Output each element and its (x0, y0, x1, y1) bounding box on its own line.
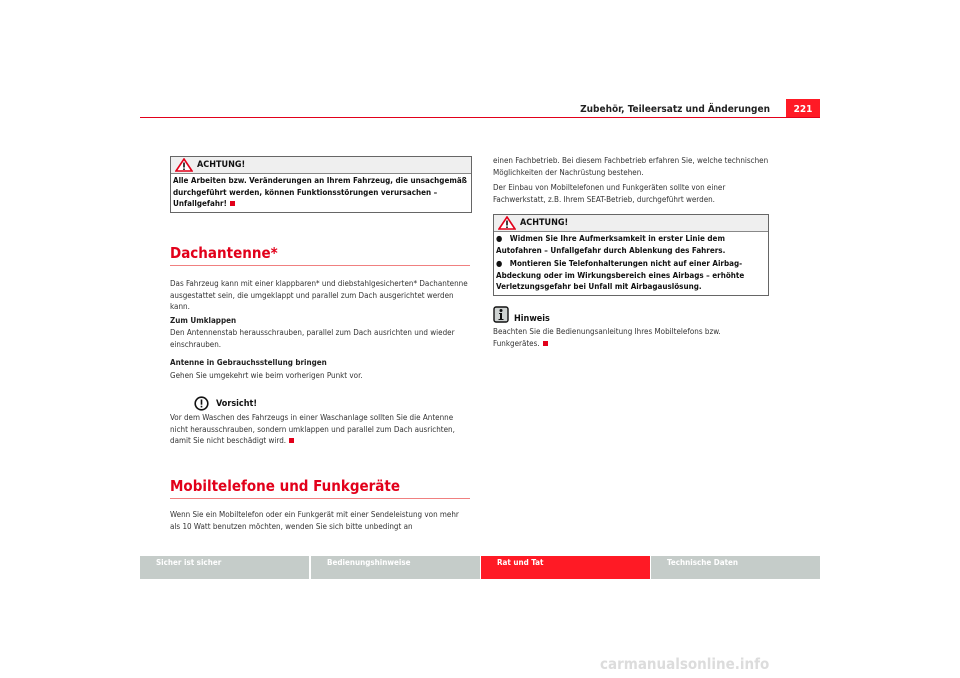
footer-tab-rat-und-tat[interactable]: Rat und Tat (481, 556, 650, 579)
chapter-title: Zubehör, Teileersatz und Änderungen (580, 104, 770, 115)
warning-text: Alle Arbeiten bzw. Veränderungen an Ihrem Fahrzeug, die unsachgemäß durchgeführt werden, können Funktionsstörungen verursachen – Unfallgefahr! (173, 176, 467, 208)
watermark: carmanualsonline.info (600, 655, 770, 673)
caution-icon (194, 396, 209, 411)
paragraph: einen Fachbetrieb. Bei diesem Fachbetrieb erfahren Sie, welche technischen Möglichkeiten der Nachrüstung bestehen. (493, 156, 769, 177)
paragraph: Das Fahrzeug kann mit einer klappbaren* und diebstahlgesicherten* Dachantenne ausgestattet sein, die umgeklappt und parallel zum Dach ausgerichtet werden kann. (170, 279, 468, 311)
subheading: Antenne in Gebrauchsstellung bringen (170, 358, 327, 367)
warning-triangle-icon (498, 216, 516, 230)
paragraph: Der Einbau von Mobiltelefonen und Funkgeräten sollte von einer Fachwerkstatt, z.B. Ihrem SEAT-Betrieb, durchgeführt werden. (493, 183, 726, 204)
paragraph: Den Antennenstab herausschrauben, parallel zum Dach ausrichten und wieder einschrauben. (170, 328, 455, 349)
end-mark-icon (289, 438, 294, 443)
note-text: Beachten Sie die Bedienungsanleitung Ihres Mobiltelefons bzw. Funkgerätes. (493, 327, 721, 348)
header-rule (140, 117, 820, 118)
footer-tab-sicher[interactable]: Sicher ist sicher (140, 556, 309, 579)
warning-box (170, 156, 472, 213)
info-note-icon (493, 306, 509, 323)
subheading: Zum Umklappen (170, 316, 237, 325)
section-heading: Mobiltelefone und Funkgeräte (170, 477, 470, 499)
footer-tab-technische-daten[interactable]: Technische Daten (651, 556, 820, 579)
warning-item: ● Widmen Sie Ihre Aufmerksamkeit in erster Linie dem Autofahren – Unfallgefahr durch Ablenkung des Fahrers. (496, 234, 726, 255)
warning-box (493, 214, 769, 296)
caution-text: Vor dem Waschen des Fahrzeugs in einer Waschanlage sollten Sie die Antenne nicht herausschrauben, sondern umklappen und parallel zum Dach ausrichten, damit Sie nicht beschädigt wird. (170, 413, 455, 445)
caution-title: Vorsicht! (216, 399, 258, 409)
end-mark-icon (230, 201, 235, 206)
warning-triangle-icon (175, 158, 193, 172)
page-number: 221 (786, 99, 820, 118)
note-title: Hinweis (514, 314, 550, 324)
paragraph: Wenn Sie ein Mobiltelefon oder ein Funkgerät mit einer Sendeleistung von mehr als 10 Watt benutzen möchten, wenden Sie sich bitte unbedingt an (170, 510, 459, 531)
end-mark-icon (543, 341, 548, 346)
paragraph: Gehen Sie umgekehrt wie beim vorherigen Punkt vor. (170, 371, 363, 380)
warning-title: ACHTUNG! (197, 160, 246, 170)
warning-title: ACHTUNG! (520, 218, 569, 228)
footer-tab-bedienung[interactable]: Bedienungshinweise (311, 556, 480, 579)
warning-item: ● Montieren Sie Telefonhalterungen nicht auf einer Airbag-Abdeckung oder im Wirkungsbereich eines Airbags – erhöhte Verletzungsgefahr bei Unfall mit Airbagauslösung. (496, 259, 745, 291)
section-heading: Dachantenne* (170, 244, 470, 266)
